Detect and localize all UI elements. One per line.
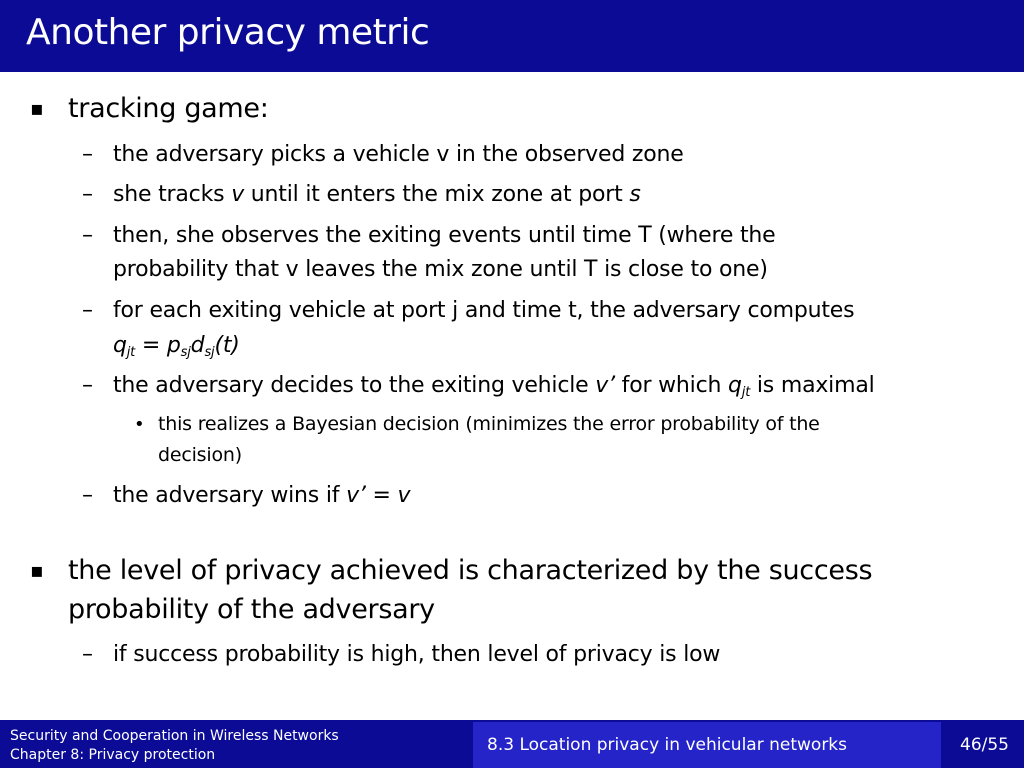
dash-bullet-marker: – [82, 223, 93, 248]
footer-bar [0, 720, 1024, 768]
sub-bullet-tracks-vehicle [113, 182, 641, 207]
var-v-prime: v’ [595, 373, 615, 398]
subscript: sj [204, 345, 215, 360]
subscript: jt [741, 385, 751, 400]
square-bullet-marker: ▪ [30, 558, 44, 582]
text-run: for which [614, 373, 729, 398]
sub-bullet-high-probability: if success probability is high, then level of privacy is low [113, 642, 721, 667]
subscript: jt [126, 345, 136, 360]
sub-bullet-decides [113, 373, 875, 398]
sub-bullet-observes-line1: then, she observes the exiting events until time T (where the [113, 223, 776, 248]
text-run: until it enters the mix zone at port [244, 182, 630, 207]
subscript: sj [180, 345, 191, 360]
var-s: s [629, 182, 641, 207]
text-run: q [113, 333, 127, 358]
var-q: q [728, 373, 742, 398]
formula-q-jt [113, 333, 240, 358]
bullet-privacy-level-line1: the level of privacy achieved is characterized by the success [68, 555, 873, 586]
dash-bullet-marker: – [82, 182, 93, 207]
dash-bullet-marker: – [82, 483, 93, 508]
text-run: is maximal [750, 373, 875, 398]
page-number: 46/55 [960, 735, 1009, 755]
slide-title: Another privacy metric [26, 12, 430, 53]
square-bullet-marker: ▪ [30, 96, 44, 120]
dash-bullet-marker: – [82, 142, 93, 167]
title-bar [0, 0, 1024, 72]
dash-bullet-marker: – [82, 298, 93, 323]
dash-bullet-marker: – [82, 642, 93, 667]
dot-bullet-marker: • [134, 414, 145, 435]
bullet-tracking-game: tracking game: [68, 93, 269, 124]
sub-bullet-picks-vehicle: the adversary picks a vehicle v in the observed zone [113, 142, 684, 167]
var-v: v [231, 182, 245, 207]
sub-bullet-wins [113, 483, 410, 508]
formula-v-prime-equals-v: v’ = v [346, 483, 411, 508]
footer-course-title: Security and Cooperation in Wireless Networks [10, 728, 339, 744]
sub-bullet-computes-line1: for each exiting vehicle at port j and time t, the adversary computes [113, 298, 855, 323]
sub-bullet-observes-line2: probability that v leaves the mix zone until T is close to one) [113, 257, 768, 282]
footer-section-box [473, 722, 941, 768]
text-run: d [190, 333, 205, 358]
dash-bullet-marker: – [82, 373, 93, 398]
text-run: = p [135, 333, 181, 358]
text-run: the adversary wins if [113, 483, 347, 508]
subsub-bayesian-line1: this realizes a Bayesian decision (minimizes the error probability of the [158, 413, 820, 435]
footer-course-info [10, 727, 339, 765]
subsub-bayesian-line2: decision) [158, 444, 242, 466]
footer-section-title: 8.3 Location privacy in vehicular networks [487, 735, 848, 755]
text-run: (t) [214, 333, 240, 358]
footer-chapter: Chapter 8: Privacy protection [10, 747, 216, 763]
text-run: the adversary decides to the exiting vehicle [113, 373, 596, 398]
text-run: she tracks [113, 182, 232, 207]
bullet-privacy-level-line2: probability of the adversary [68, 594, 435, 625]
